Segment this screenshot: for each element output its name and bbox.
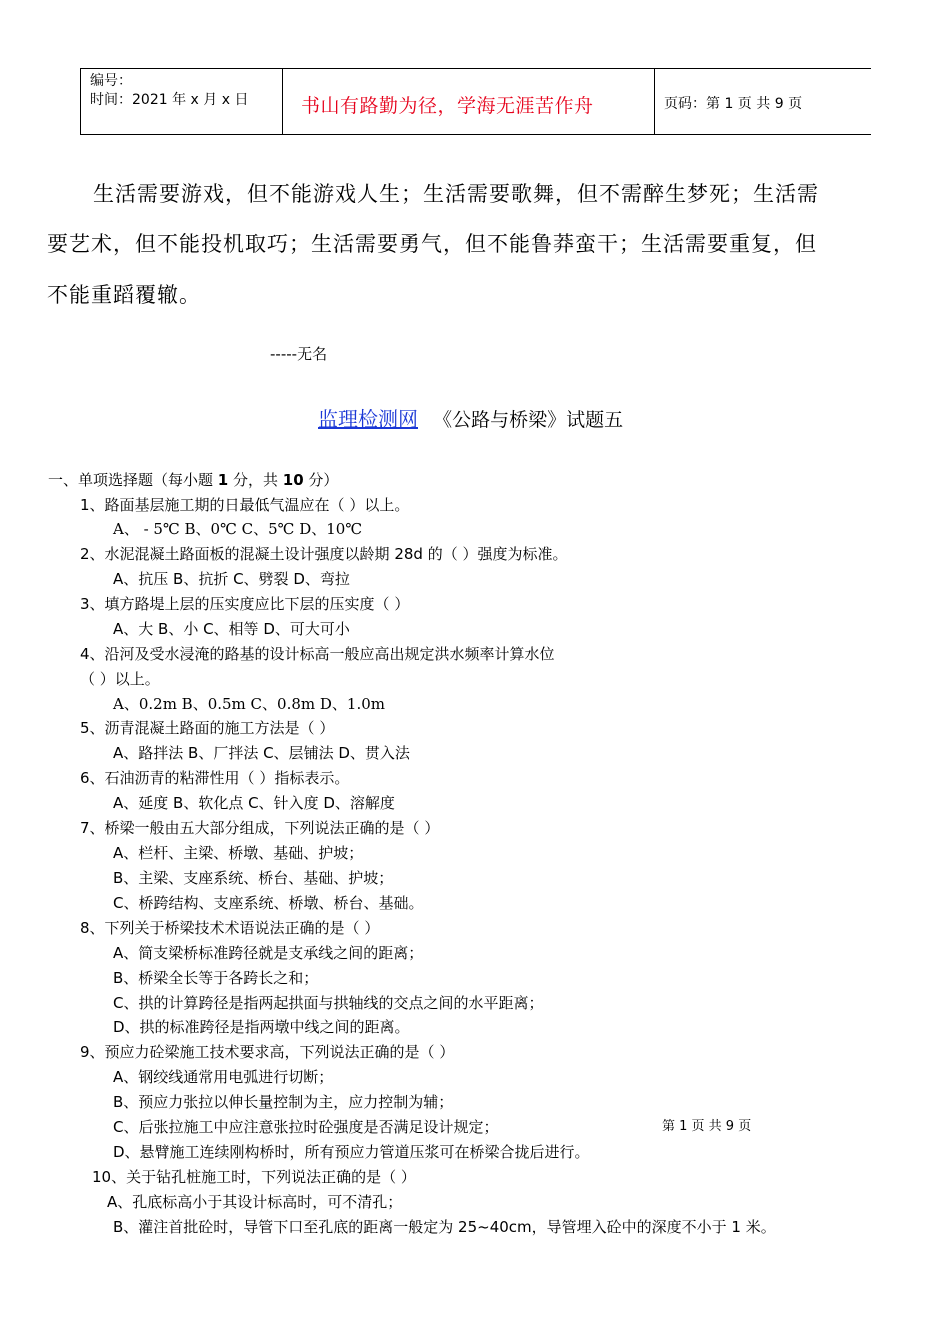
page-number-note: 第 1 页 共 9 页 (662, 1119, 752, 1134)
question-1-options: A、 - 5℃ B、0℃ C、5℃ D、10℃ (113, 520, 363, 538)
header-motto: 书山有路勤为径，学海无涯苦作舟 (301, 95, 594, 117)
question-10-option-b: B、灌注首批砼时，导管下口至孔底的距离一般定为 25~40cm，导管埋入砼中的深度不小于 1 米。 (113, 1218, 776, 1236)
section-heading-post: 分） (303, 471, 339, 489)
header-bottom-rule (80, 134, 871, 135)
question-9: 9、预应力砼梁施工技术要求高，下列说法正确的是（ ） (80, 1043, 455, 1061)
section-heading-pre: 一、单项选择题（每小题 (48, 471, 218, 489)
section-heading (48, 469, 338, 490)
question-1: 1、路面基层施工期的日最低气温应在（ ）以上。 (80, 496, 410, 514)
header-number-label: 编号： (90, 73, 132, 89)
question-3-options: A、大 B、小 C、相等 D、可大可小 (113, 620, 350, 638)
question-9-option-c: C、后张拉施工中应注意张拉时砼强度是否满足设计规定； (113, 1118, 499, 1136)
question-7-option-b: B、主梁、支座系统、桥台、基础、护坡； (113, 869, 394, 887)
question-5: 5、沥青混凝土路面的施工方法是（ ） (80, 719, 335, 737)
quote-author: -----无名 (270, 345, 328, 363)
section-heading-mid: 分，共 (228, 471, 283, 489)
section-heading-score: 1 (217, 471, 229, 489)
question-9-option-d: D、悬臂施工连续刚构桥时，所有预应力管道压浆可在桥梁合拢后进行。 (113, 1143, 590, 1161)
question-6: 6、石油沥青的粘滞性用（ ）指标表示。 (80, 769, 350, 787)
header-divider-2 (654, 68, 655, 135)
question-3: 3、填方路堤上层的压实度应比下层的压实度（ ） (80, 595, 410, 613)
question-8: 8、下列关于桥梁技术术语说法正确的是（ ） (80, 919, 380, 937)
question-6-options: A、延度 B、软化点 C、针入度 D、溶解度 (113, 794, 395, 812)
question-8-option-a: A、简支梁桥标准跨径就是支承线之间的距离； (113, 944, 424, 962)
title-text: 《公路与桥梁》试题五 (433, 409, 624, 431)
question-10: 10、关于钻孔桩施工时，下列说法正确的是（ ） (92, 1168, 416, 1186)
site-link[interactable]: 监理检测网 (318, 407, 418, 431)
header-top-rule (80, 68, 871, 69)
question-4-cont: （ ）以上。 (80, 670, 160, 688)
header-time-label: 时间：2021 年 x 月 x 日 (90, 92, 249, 108)
question-10-option-a: A、孔底标高小于其设计标高时，可不清孔； (107, 1193, 403, 1211)
header-page-label: 页码：第 1 页 共 9 页 (664, 96, 803, 112)
question-8-option-c: C、拱的计算跨径是指两起拱面与拱轴线的交点之间的水平距离； (113, 994, 544, 1012)
quote-line-2: 要艺术，但不能投机取巧；生活需要勇气，但不能鲁莽蛮干；生活需要重复，但 (47, 232, 817, 256)
question-5-options: A、路拌法 B、厂拌法 C、层铺法 D、贯入法 (113, 744, 410, 762)
header-left-border (80, 68, 81, 135)
question-8-option-d: D、拱的标准跨径是指两墩中线之间的距离。 (113, 1018, 410, 1036)
question-9-option-a: A、钢绞线通常用电弧进行切断； (113, 1068, 334, 1086)
quote-line-3: 不能重蹈覆辙。 (47, 283, 201, 307)
question-2: 2、水泥混凝土路面板的混凝土设计强度以龄期 28d 的（ ）强度为标准。 (80, 545, 568, 563)
question-7: 7、桥梁一般由五大部分组成，下列说法正确的是（ ） (80, 819, 440, 837)
section-heading-total: 10 (282, 471, 304, 489)
question-8-option-b: B、桥梁全长等于各跨长之和； (113, 969, 319, 987)
question-2-options: A、抗压 B、抗折 C、劈裂 D、弯拉 (113, 570, 350, 588)
question-9-option-b: B、预应力张拉以伸长量控制为主，应力控制为辅； (113, 1093, 454, 1111)
quote-line-1: 生活需要游戏，但不能游戏人生；生活需要歌舞，但不需醉生梦死；生活需 (93, 182, 819, 206)
question-7-option-c: C、桥跨结构、支座系统、桥墩、桥台、基础。 (113, 894, 424, 912)
question-4-options: A、0.2m B、0.5m C、0.8m D、1.0m (113, 695, 385, 713)
question-4: 4、沿河及受水浸淹的路基的设计标高一般应高出规定洪水频率计算水位 (80, 645, 555, 663)
question-7-option-a: A、栏杆、主梁、桥墩、基础、护坡； (113, 844, 364, 862)
header-divider-1 (282, 68, 283, 135)
exam-title (318, 403, 623, 432)
